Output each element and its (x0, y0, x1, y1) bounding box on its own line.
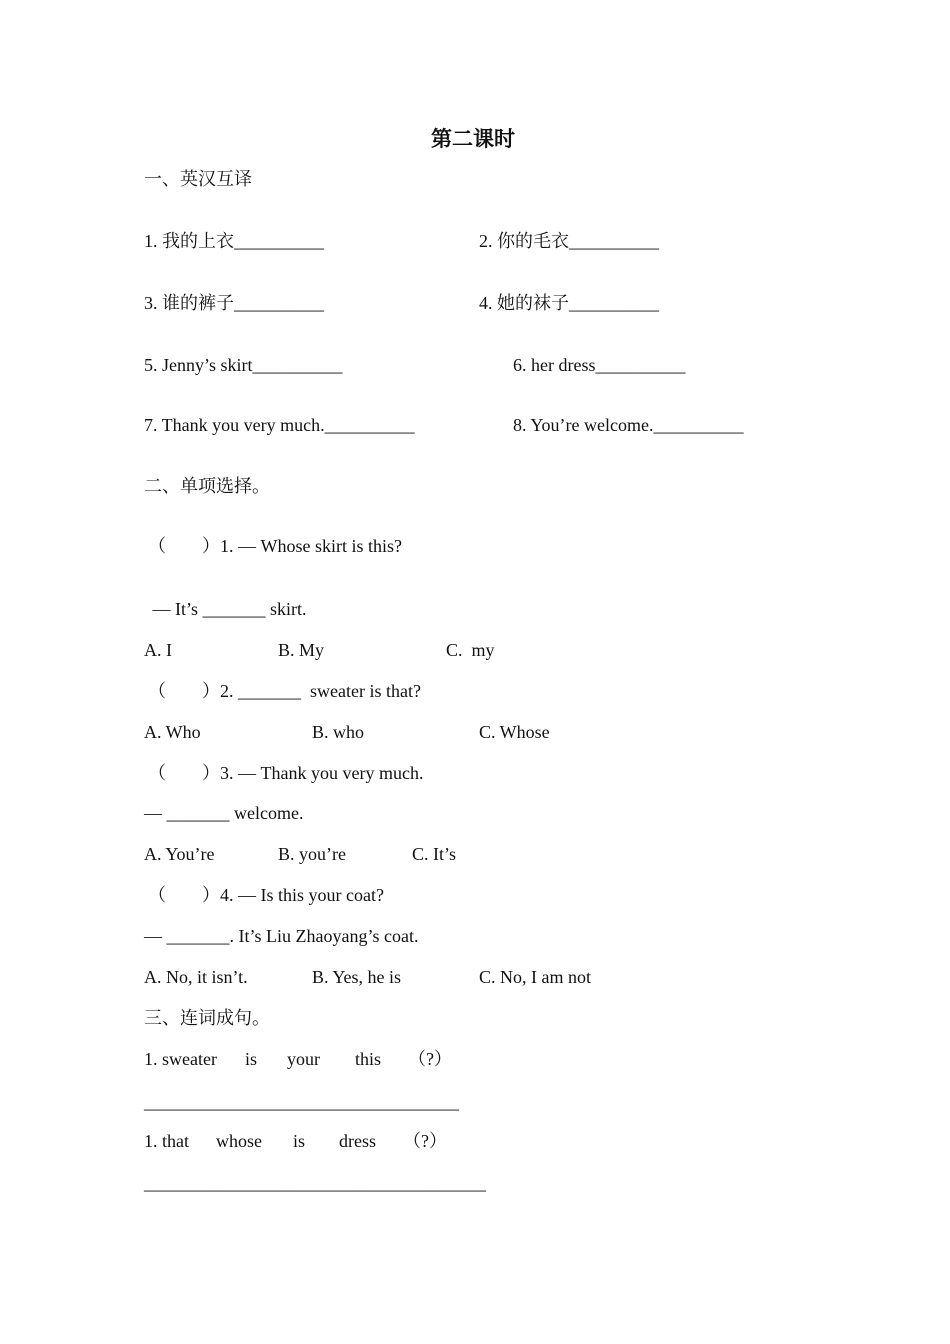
sentence-2-word-2: whose (216, 1131, 262, 1151)
question-3-reply: — _______ welcome. (144, 803, 304, 823)
sentence-2-word-4: dress (339, 1131, 376, 1151)
translation-item-8: 8. You’re welcome.__________ (513, 415, 744, 435)
page-title: 第二课时 (431, 127, 515, 151)
section3-heading: 三、连词成句。 (144, 1008, 270, 1028)
question-4-option-a: A. No, it isn’t. (144, 967, 248, 987)
sentence-2-word-1: 1. that (144, 1131, 189, 1151)
question-4-option-c: C. No, I am not (479, 967, 591, 987)
section1-heading: 一、英汉互译 (144, 169, 252, 189)
sentence-1-word-3: your (287, 1049, 320, 1069)
sentence-1-word-2: is (245, 1049, 258, 1069)
translation-item-1: 1. 我的上衣__________ (144, 231, 324, 251)
sentence-1-word-5: （?） (408, 1049, 452, 1069)
question-1-stem: （ ）1. — Whose skirt is this? (148, 536, 402, 556)
question-1-reply: — It’s _______ skirt. (148, 599, 307, 619)
question-2-stem: （ ）2. _______ sweater is that? (148, 681, 421, 701)
translation-item-2: 2. 你的毛衣__________ (479, 231, 659, 251)
question-2-option-a: A. Who (144, 722, 201, 742)
sentence-1-answer-line: ___________________________________ (144, 1092, 459, 1112)
translation-item-3: 3. 谁的裤子__________ (144, 293, 324, 313)
question-4-reply: — _______. It’s Liu Zhaoyang’s coat. (144, 926, 419, 946)
question-2-option-b: B. who (312, 722, 365, 742)
question-1-option-a: A. I (144, 640, 172, 660)
question-4-stem: （ ）4. — Is this your coat? (148, 885, 384, 905)
sentence-1-word-1: 1. sweater (144, 1049, 217, 1069)
question-2-option-c: C. Whose (479, 722, 550, 742)
sentence-2-word-5: （?） (403, 1131, 447, 1151)
translation-item-4: 4. 她的袜子__________ (479, 293, 659, 313)
question-1-option-b: B. My (278, 640, 325, 660)
sentence-1-word-4: this (355, 1049, 382, 1069)
sentence-2-answer-line: ______________________________________ (144, 1173, 486, 1193)
question-4-option-b: B. Yes, he is (312, 967, 402, 987)
translation-item-7: 7. Thank you very much.__________ (144, 415, 415, 435)
section2-heading: 二、单项选择。 (144, 476, 270, 496)
translation-item-6: 6. her dress__________ (513, 355, 686, 375)
question-3-option-a: A. You’re (144, 844, 215, 864)
translation-item-5: 5. Jenny’s skirt__________ (144, 355, 343, 375)
question-3-option-c: C. It’s (412, 844, 457, 864)
sentence-2-word-3: is (293, 1131, 306, 1151)
question-1-option-c: C. my (446, 640, 495, 660)
question-3-stem: （ ）3. — Thank you very much. (148, 763, 424, 783)
question-3-option-b: B. you’re (278, 844, 346, 864)
